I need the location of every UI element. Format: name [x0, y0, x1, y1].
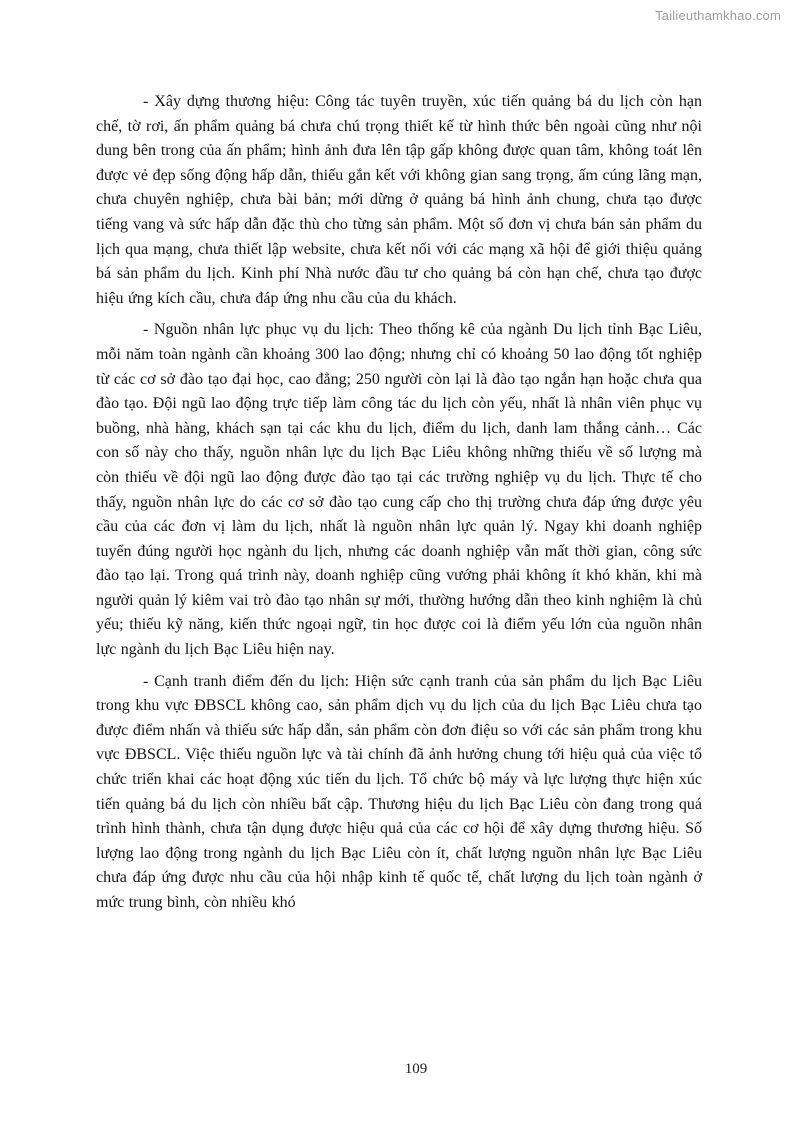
- watermark-text: Tailieuthamkhao.com: [655, 8, 781, 23]
- page-body: [96, 90, 702, 923]
- page-number: 109: [404, 1061, 428, 1077]
- body-paragraph: - Nguồn nhân lực phục vụ du lịch: Theo thống kê của ngành Du lịch tỉnh Bạc Liêu, mỗi năm toàn ngành cần khoảng 300 lao động; nhưng chỉ có khoảng 50 lao động tốt nghiệp từ các cơ sở đào tạo đại học, cao đẳng; 250 người còn lại là đào tạo ngắn hạn hoặc chưa qua đào tạo. Đội ngũ lao động trực tiếp làm công tác du lịch còn yếu, nhất là nhân viên phục vụ buồng, nhà hàng, khách sạn tại các khu du lịch, điểm du lịch, danh lam thắng cảnh… Các con số này cho thấy, nguồn nhân lực du lịch Bạc Liêu không những thiếu về số lượng mà còn thiếu về đội ngũ lao động được đào tạo tại các trường nghiệp vụ du lịch. Thực tế cho thấy, nguồn nhân lực do các cơ sở đào tạo cung cấp cho thị trường chưa đáp ứng được yêu cầu của các đơn vị làm du lịch, nhất là nguồn nhân lực quản lý. Ngay khi doanh nghiệp tuyển đúng người học ngành du lịch, nhưng các doanh nghiệp vẫn mất thời gian, công sức đào tạo lại. Trong quá trình này, doanh nghiệp cũng vướng phải không ít khó khăn, khi mà người quản lý kiêm vai trò đào tạo nhân sự mới, thường hướng dẫn theo kinh nghiệm là chủ yếu; thiếu kỹ năng, kiến thức ngoại ngữ, tin học được coi là điểm yếu lớn của nguồn nhân lực ngành du lịch Bạc Liêu hiện nay.: [96, 321, 702, 659]
- body-paragraph: - Cạnh tranh điểm đến du lịch: Hiện sức cạnh tranh của sản phẩm du lịch Bạc Liêu trong khu vực ĐBSCL không cao, sản phẩm dịch vụ du lịch của du lịch Bạc Liêu chưa tạo được điểm nhấn và thiếu sức hấp dẫn, sản phẩm còn đơn điệu so với các sản phẩm trong khu vực ĐBSCL. Việc thiếu nguồn lực và tài chính đã ảnh hưởng chung tới hiệu quả của việc tổ chức triển khai các hoạt động xúc tiến du lịch. Tổ chức bộ máy và lực lượng thực hiện xúc tiến quảng bá du lịch còn nhiều bất cập. Thương hiệu du lịch Bạc Liêu còn đang trong quá trình hình thành, chưa tận dụng được hiệu quả của các cơ hội để xây dựng thương hiệu. Số lượng lao động trong ngành du lịch Bạc Liêu còn ít, chất lượng nguồn nhân lực Bạc Liêu chưa đáp ứng được nhu cầu của hội nhập kinh tế quốc tế, chất lượng du lịch toàn ngành ở mức trung bình, còn nhiều khó: [96, 672, 702, 911]
- body-paragraph: - Xây dựng thương hiệu: Công tác tuyên truyền, xúc tiến quảng bá du lịch còn hạn chế, tờ rơi, ấn phẩm quảng bá chưa chú trọng thiết kế từ hình thức bên ngoài cũng như nội dung bên trong của ấn phẩm; hình ảnh đưa lên tập gấp không được quan tâm, không toát lên được vẻ đẹp sống động hấp dẫn, thiếu gắn kết với không gian sang trọng, ấm cúng lãng mạn, chưa chuyên nghiệp, chưa bài bản; mới dừng ở quảng bá hình ảnh chung, chưa tạo được tiếng vang và sức hấp dẫn đặc thù cho từng sản phẩm. Một số đơn vị chưa bán sản phẩm du lịch qua mạng, chưa thiết lập website, chưa kết nối với các mạng xã hội để giới thiệu quảng bá sản phẩm du lịch. Kinh phí Nhà nước đầu tư cho quảng bá còn hạn chế, chưa tạo được hiệu ứng kích cầu, chưa đáp ứng nhu cầu của du khách.: [96, 93, 702, 307]
